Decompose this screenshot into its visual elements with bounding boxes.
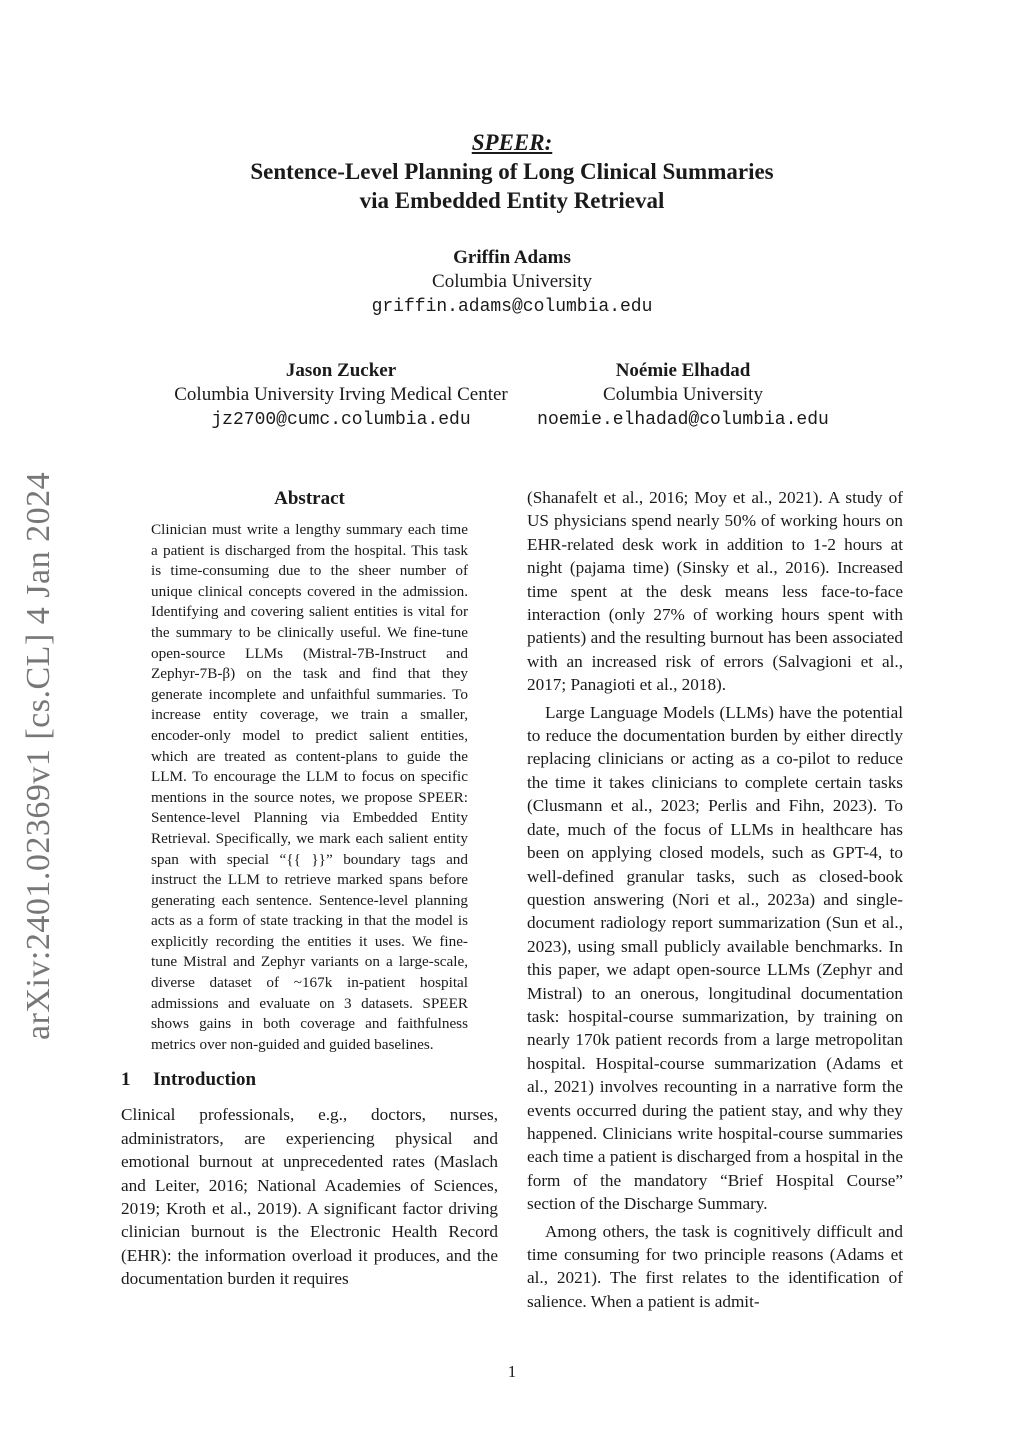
author-affiliation: Columbia University xyxy=(603,384,763,405)
left-column xyxy=(121,486,498,1291)
intro-paragraph-2: Large Language Models (LLMs) have the potential to reduce the documentation burden by either directly replacing clinicians or acting as a co-pilot to reduce the time it takes clinicians to complete certain tasks (Clusmann et al., 2023; Perlis and Fihn, 2023). To date, much of the focus of LLMs in healthcare has been on applying closed models, such as GPT-4, to well-defined granular tasks, such as closed-book question answering (Nori et al., 2023a) and single-document radiology report summarization (Sun et al., 2023), using small publicly available benchmarks. In this paper, we adapt open-source LLMs (Zephyr and Mistral) to an onerous, longitudinal documentation task: hospital-course summarization, by training on nearly 170k patient records from a large metropolitan hospital. Hospital-course summarization (Adams et al., 2021) involves recounting in a narrative form the events occurred during the patient stay, and why they happened. Clinicians write hospital-course summaries each time a patient is discharged from a hospital in the form of the mandatory “Brief Hospital Course” section of the Discharge Summary. xyxy=(527,702,903,1214)
author-block-second xyxy=(150,359,532,433)
section-number: 1 xyxy=(121,1069,131,1091)
author-block-third xyxy=(512,359,854,433)
intro-paragraph-1: Clinical professionals, e.g., doctors, nurses, administrators, are experiencing physical and emotional burnout at unprecedented rates (Maslach and Leiter, 2016; National Academies of Sciences, 2019; Kroth et al., 2019). A significant factor driving clinician burnout is the Electronic Health Record (EHR): the information overload it produces, and the documentation burden it requires xyxy=(121,1105,498,1289)
title-line-2: Sentence-Level Planning of Long Clinical Summaries xyxy=(250,159,774,184)
author-affiliation: Columbia University Irving Medical Center xyxy=(174,384,508,405)
intro-paragraph-1-continued: (Shanafelt et al., 2016; Moy et al., 2021). A study of US physicians spend nearly 50% of working hours on EHR-related desk work in addition to 1-2 hours at night (pajama time) (Sinsky et al., 2016). Increased time spent at the desk means less face-to-face interaction (only 27% of working hours spent with patients) and the resulting burnout has been associated with an increased risk of errors (Salvagioni et al., 2017; Panagioti et al., 2018). xyxy=(527,488,903,695)
right-column xyxy=(527,486,903,1313)
abstract-text: Clinician must write a lengthy summary each time a patient is discharged from the hospital. This task is time-consuming due to the sheer number of unique clinical concepts covered in the admission. Identifying and covering salient entities is vital for the summary to be clinically useful. We fine-tune open-source LLMs (Mistral-7B-Instruct and Zephyr-7B-β) on the task and find that they generate incomplete and unfaithful summaries. To increase entity coverage, we train a smaller, encoder-only model to predict salient entities, which are treated as content-plans to guide the LLM. To encourage the LLM to focus on specific mentions in the source notes, we propose SPEER: Sentence-level Planning via Embedded Entity Retrieval. Specifically, we mark each salient entity span with special “{{ }}” boundary tags and instruct the LLM to retrieve marked spans before generating each sentence. Sentence-level planning acts as a form of state tracking in that the model is explicitly recording the entities it uses. We fine-tune Mistral and Zephyr variants on a large-scale, diverse dataset of ~167k in-patient hospital admissions and evaluate on 3 datasets. SPEER shows gains in both coverage and faithfulness metrics over non-guided and guided baselines. xyxy=(151,521,468,1053)
title-line-3: via Embedded Entity Retrieval xyxy=(359,188,665,213)
author-email[interactable]: jz2700@cumc.columbia.edu xyxy=(211,410,471,430)
author-name: Jason Zucker xyxy=(285,360,397,381)
abstract-heading: Abstract xyxy=(274,488,345,509)
section-heading-introduction xyxy=(121,1067,498,1093)
title-line-1: SPEER: xyxy=(471,130,553,155)
author-affiliation: Columbia University xyxy=(432,271,592,292)
author-email[interactable]: griffin.adams@columbia.edu xyxy=(371,297,653,317)
author-name: Noémie Elhadad xyxy=(615,360,751,381)
arxiv-stamp: arXiv:2401.02369v1 [cs.CL] 4 Jan 2024 xyxy=(20,471,57,1040)
intro-paragraph-3: Among others, the task is cognitively difficult and time consuming for two principle reasons (Adams et al., 2021). The first relates to the identification of salience. When a patient is admit- xyxy=(527,1221,903,1311)
author-name: Griffin Adams xyxy=(453,247,571,268)
author-block-first xyxy=(250,246,774,320)
paper-title xyxy=(150,128,874,215)
section-title: Introduction xyxy=(153,1069,257,1091)
author-email[interactable]: noemie.elhadad@columbia.edu xyxy=(537,410,829,430)
page-number: 1 xyxy=(507,1362,517,1381)
